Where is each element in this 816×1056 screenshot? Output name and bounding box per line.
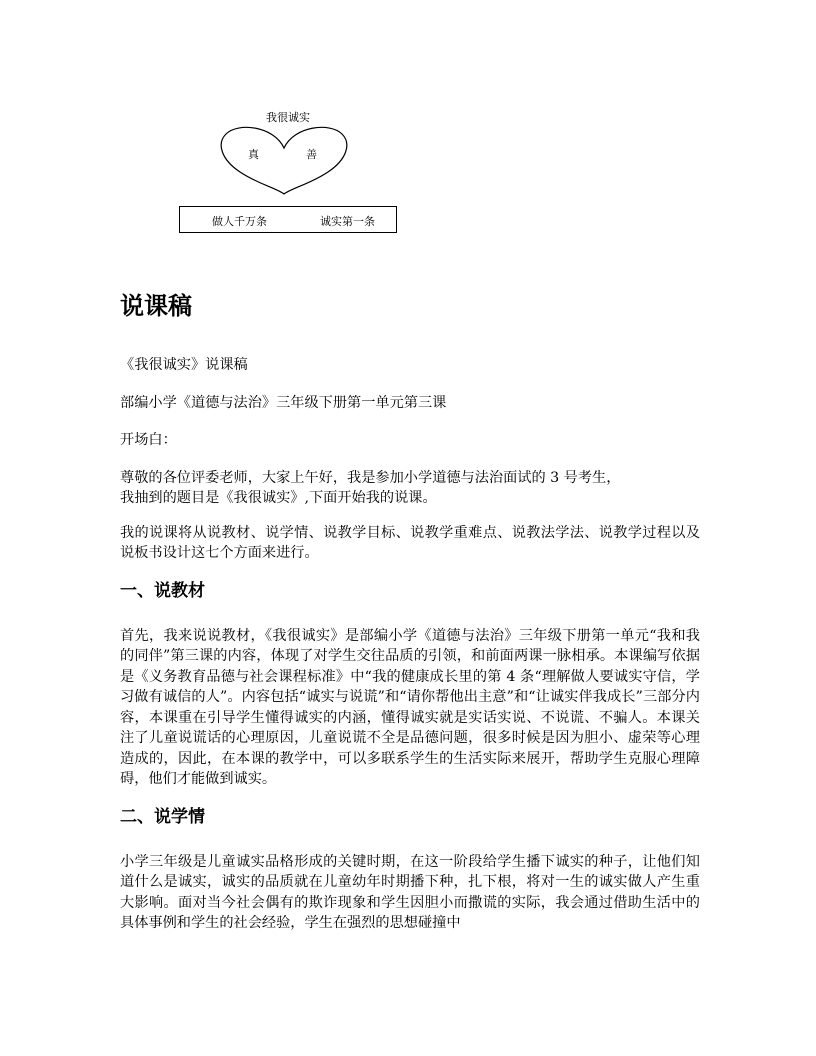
board-left-text: 做人千万条: [212, 215, 267, 228]
section-heading-textbook: 一、说教材: [120, 580, 205, 601]
section-heading-learners: 二、说学情: [120, 806, 205, 827]
greeting-line-2: 我抽到的题目是《我很诚实》,下面开始我的说课。: [120, 490, 437, 506]
greeting-paragraph: [120, 468, 700, 509]
page-title: 说课稿: [120, 292, 192, 320]
outline-paragraph: 我的说课将从说教材、说学情、说教学目标、说教学重难点、说教法学法、说教学过程以及说板书设计这七个方面来进行。: [120, 524, 700, 561]
blackboard-box: [179, 206, 397, 233]
board-right-text: 诚实第一条: [320, 215, 375, 228]
document-body: [120, 287, 700, 948]
section-text-textbook: 首先，我来说说教材，《我很诚实》是部编小学《道德与法治》三年级下册第一单元“我和我的同伴”第三课的内容，体现了对学生交往品质的引领，和前面两课一脉相承。本课编写依据是《义务教育品德与社会课程标准》中“我的健康成长里的第 4 条“理解做人要诚实守信，学习做有诚信的人”。内容包括“诚实与说谎”和“请你帮他出主意”和“让诚实伴我成长”三部分内容，本课重在引导学生懂得诚实的内涵，懂得诚实就是实话实说、不说谎、不骗人。本课关注了儿童说谎话的心理原因，儿童说谎不全是品德问题，很多时候是因为胆小、虚荣等心理造成的，因此，在本课的教学中，可以多联系学生的生活实际来展开，帮助学生克服心理障碍，他们才能做到诚实。: [120, 627, 700, 787]
section-text-learners: 小学三年级是儿童诚实品格形成的关键时期，在这一阶段给学生播下诚实的种子，让他们知道什么是诚实，诚实的品质就在儿童幼年时期播下种，扎下根，将对一生的诚实做人产生重大影响。面对当今社会偶有的欺诈现象和学生因胆小而撒谎的实际，我会通过借助生活中的具体事例和学生的社会经验，学生在强烈的思想碰撞中: [120, 853, 700, 931]
greeting-line-1: 尊敬的各位评委老师，大家上午好，我是参加小学道德与法治面试的 3 号考生，: [120, 469, 621, 486]
heart-title: 我很诚实: [266, 111, 310, 124]
blackboard-design-diagram: [178, 108, 402, 238]
subtitle-line: 部编小学《道德与法治》三年级下册第一单元第三课: [120, 394, 447, 411]
opening-label: 开场白：: [120, 432, 177, 448]
heart-right-label: 善: [306, 148, 317, 161]
heart-left-label: 真: [248, 148, 259, 161]
doc-title-line: 《我很诚实》说课稿: [120, 357, 248, 373]
